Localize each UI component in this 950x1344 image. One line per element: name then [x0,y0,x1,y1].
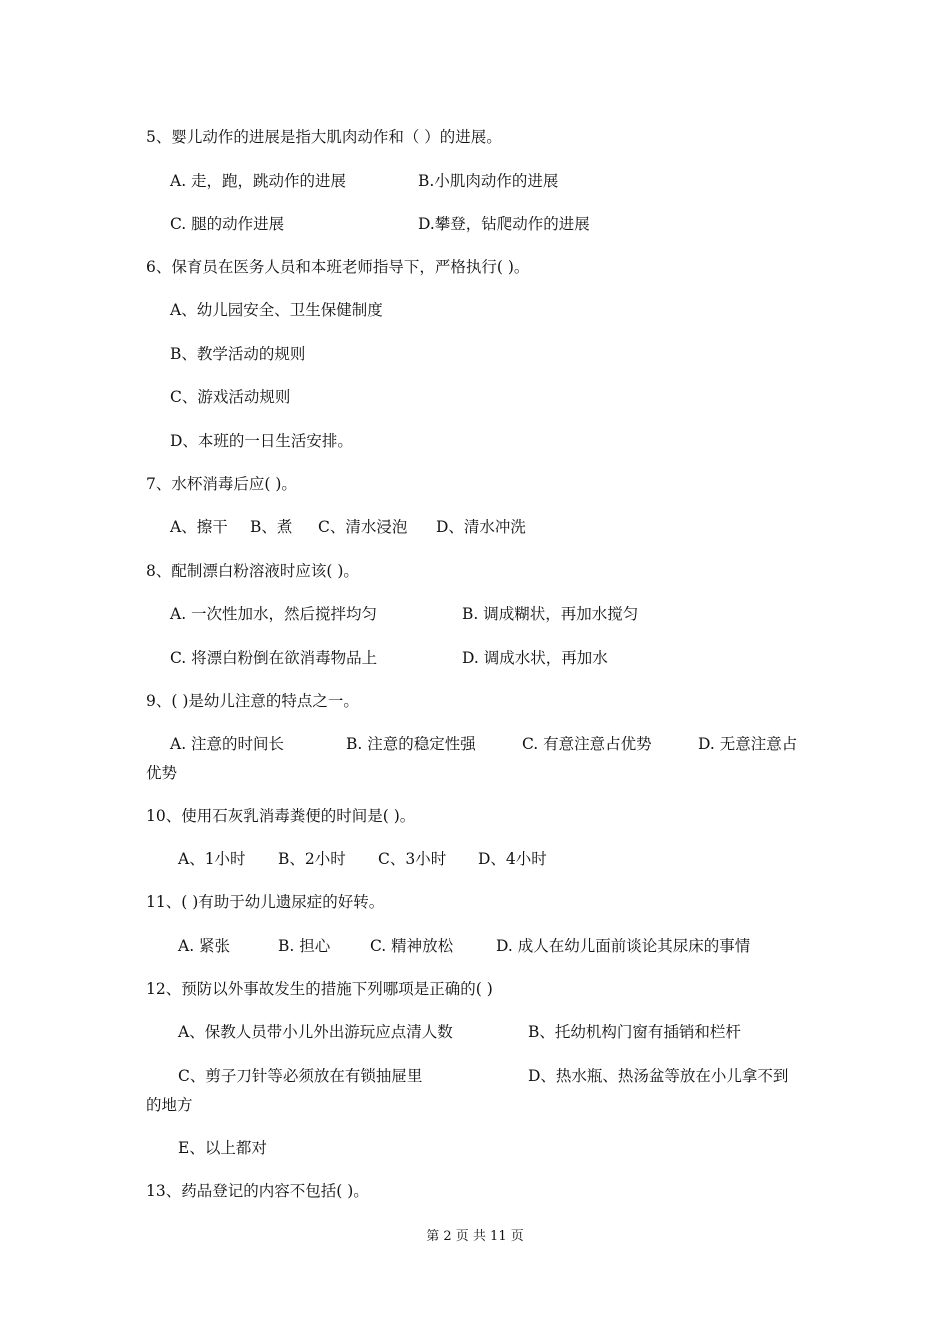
question-12-option-d-continuation: 的地方 [146,1096,193,1114]
question-9-option-c: C. 有意注意占优势 [522,735,652,753]
question-12-option-a: A、保教人员带小儿外出游玩应点清人数 [178,1023,453,1041]
question-11-stem: 11、( )有助于幼儿遗尿症的好转。 [146,893,385,911]
question-8-option-c: C. 将漂白粉倒在欲消毒物品上 [170,649,378,667]
page-footer [0,1228,950,1246]
question-6-option-c: C、游戏活动规则 [170,388,291,406]
question-8-option-a: A. 一次性加水，然后搅拌均匀 [170,605,378,623]
question-9-option-a: A. 注意的时间长 [170,735,285,753]
question-8-stem: 8、配制漂白粉溶液时应该( )。 [146,562,359,580]
question-10-option-d: D、4小时 [478,850,547,868]
question-9-stem: 9、( )是幼儿注意的特点之一。 [146,692,359,710]
question-8-option-d: D. 调成水状，再加水 [462,649,608,667]
question-11-option-b: B. 担心 [278,937,331,955]
question-12-option-c: C、剪子刀针等必须放在有锁抽屉里 [178,1067,423,1085]
question-6-option-b: B、教学活动的规则 [170,345,306,363]
question-9-option-d: D. 无意注意占 [698,735,798,753]
question-7-option-d: D、清水冲洗 [436,518,526,536]
question-13-stem: 13、药品登记的内容不包括( )。 [146,1182,369,1200]
question-5-option-a: A. 走，跑，跳动作的进展 [170,172,347,190]
question-8-option-b: B. 调成糊状，再加水搅匀 [462,605,639,623]
question-12-stem: 12、预防以外事故发生的措施下列哪项是正确的( ) [146,980,493,998]
page-number-label: 第 2 页 共 11 页 [426,1229,524,1244]
question-9-option-d-continuation: 优势 [146,764,178,782]
question-10-option-c: C、3小时 [378,850,447,868]
question-5-option-c: C. 腿的动作进展 [170,215,285,233]
question-7-option-b: B、煮 [250,518,293,536]
question-9-option-b: B. 注意的稳定性强 [346,735,476,753]
question-6-stem: 6、保育员在医务人员和本班老师指导下，严格执行( )。 [146,258,530,276]
question-10-stem: 10、使用石灰乳消毒粪便的时间是( )。 [146,807,416,825]
question-5-stem: 5、婴儿动作的进展是指大肌肉动作和（ ）的进展。 [146,128,502,146]
question-12-option-d: D、热水瓶、热汤盆等放在小儿拿不到 [528,1067,789,1085]
question-10-option-a: A、1小时 [178,850,246,868]
question-12-option-e: E、以上都对 [178,1139,267,1157]
question-6-option-d: D、本班的一日生活安排。 [170,432,353,450]
question-7-stem: 7、水杯消毒后应( )。 [146,475,297,493]
question-7-option-c: C、清水浸泡 [318,518,408,536]
question-5-option-b: B.小肌肉动作的进展 [418,172,559,190]
question-11-option-c: C. 精神放松 [370,937,454,955]
question-5-option-d: D.攀登，钻爬动作的进展 [418,215,590,233]
question-10-option-b: B、2小时 [278,850,346,868]
question-6-option-a: A、幼儿园安全、卫生保健制度 [170,301,383,319]
question-11-option-a: A. 紧张 [178,937,231,955]
question-12-option-b: B、托幼机构门窗有插销和栏杆 [528,1023,741,1041]
question-7-option-a: A、擦干 [170,518,228,536]
question-11-option-d: D. 成人在幼儿面前谈论其尿床的事情 [496,937,751,955]
